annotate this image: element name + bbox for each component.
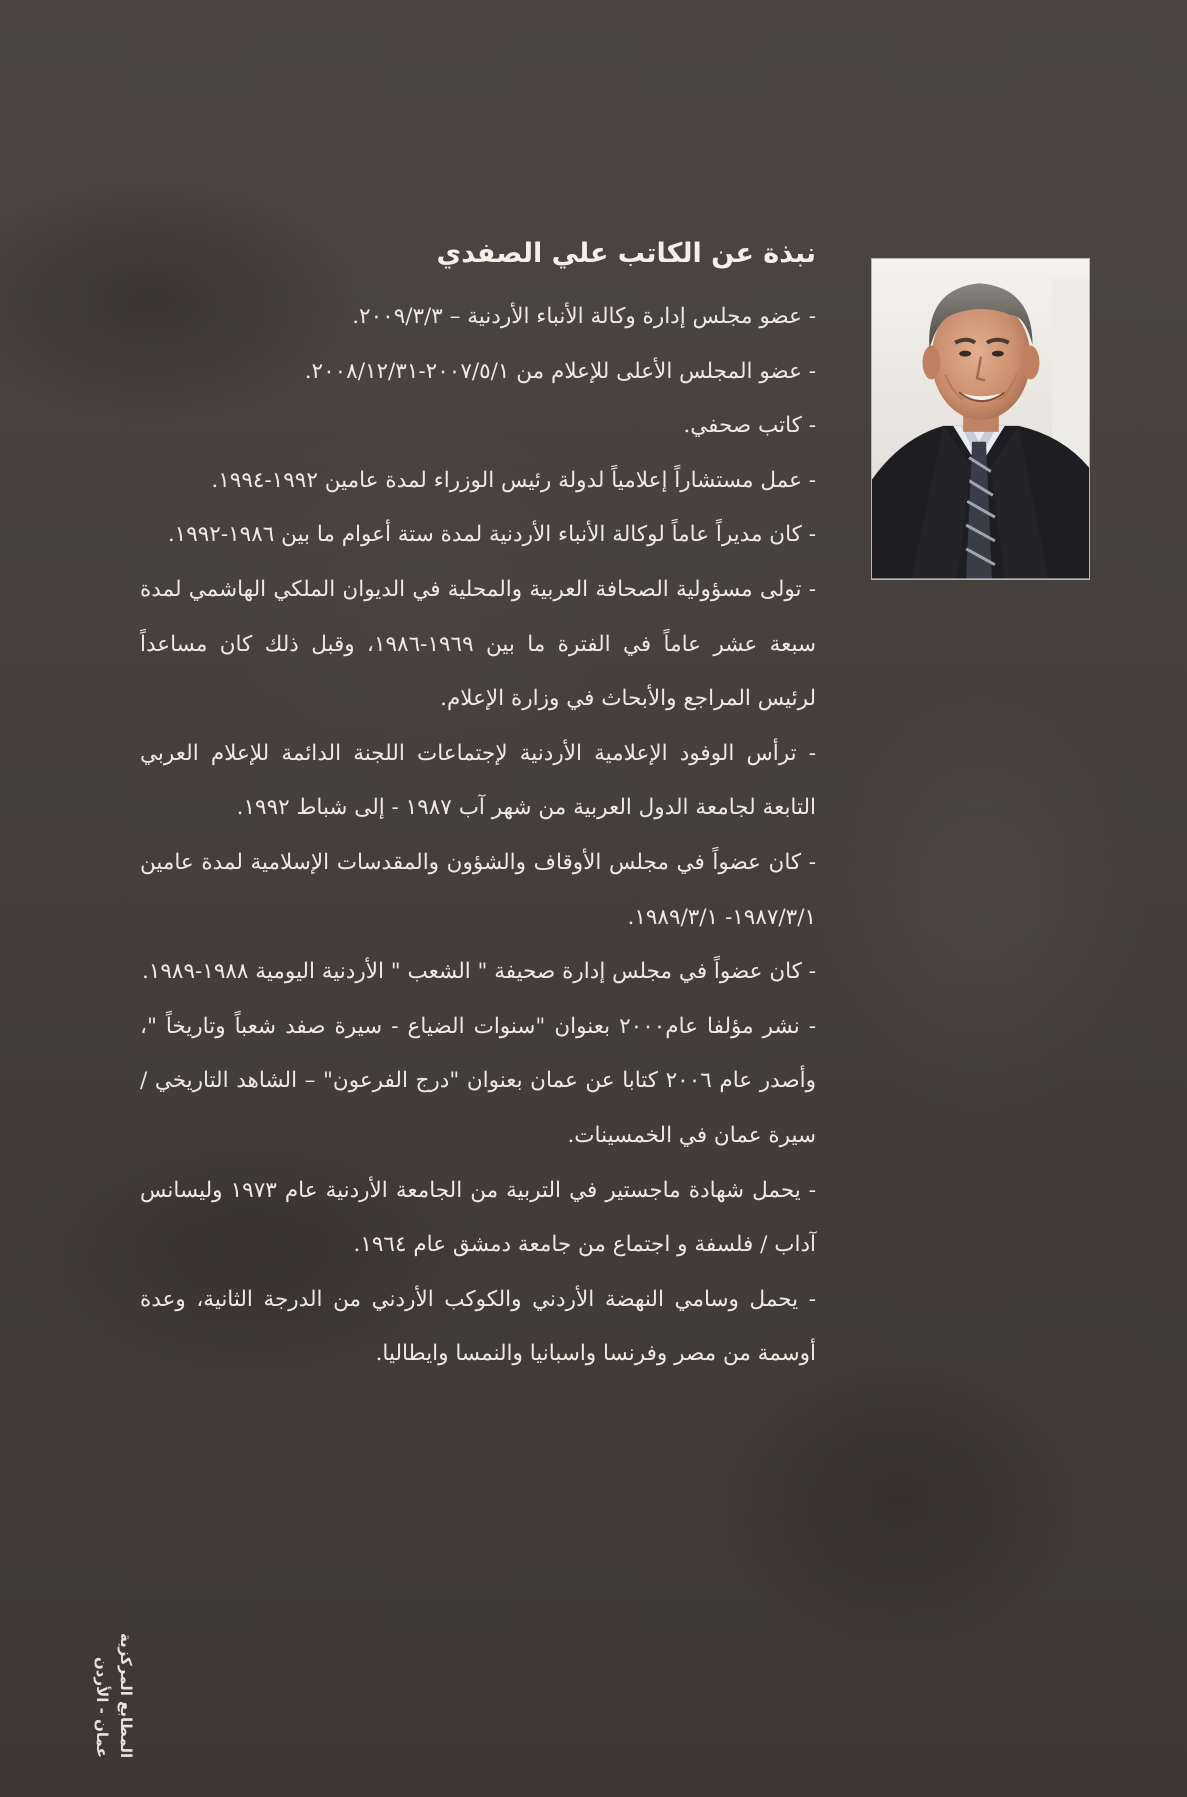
bio-item: - كان عضواً في مجلس الأوقاف والشؤون والمقدسات الإسلامية لمدة عامين ١٩٨٧/٣/١- ١٩٨٩/٣/١. — [140, 849, 816, 930]
author-photo — [871, 258, 1090, 580]
author-portrait-image — [872, 259, 1089, 579]
publisher-imprint — [82, 1608, 138, 1758]
bio-item: - ترأس الوفود الإعلامية الأردنية لإجتماعات اللجنة الدائمة للإعلام العربي التابعة لجامعة الدول العربية من شهر آب ١٩٨٧ - إلى شباط ١٩٩٢. — [140, 740, 816, 821]
bio-item: - عضو المجلس الأعلى للإعلام من ٢٠٠٧/٥/١-٢٠٠٨/١٢/٣١. — [304, 358, 816, 384]
bio-item: - كان مديراً عاماً لوكالة الأنباء الأردنية لمدة ستة أعوام ما بين ١٩٨٦-١٩٩٢. — [167, 522, 816, 548]
bio-item: - يحمل وسامي النهضة الأردني والكوكب الأردني من الدرجة الثانية، وعدة أوسمة من مصر وفرنسا واسبانيا والنمسا وايطاليا. — [140, 1286, 816, 1367]
bio-title: نبذة عن الكاتب علي الصفدي — [436, 238, 816, 269]
bio-item: - عمل مستشاراً إعلامياً لدولة رئيس الوزراء لمدة عامين ١٩٩٢-١٩٩٤. — [211, 467, 816, 493]
imprint-publisher-name: المطابع المركزية — [117, 1632, 135, 1758]
author-bio — [140, 236, 816, 1382]
bio-item: - نشر مؤلفا عام٢٠٠٠ بعنوان "سنوات الضياع - سيرة صفد شعباً وتاريخاً "، وأصدر عام ٢٠٠٦ كتابا عن عمان بعنوان "درج الفرعون" – الشاهد التاريخي / سيرة عمان في الخمسينات. — [140, 1013, 817, 1148]
bio-item: - كان عضواً في مجلس إدارة صحيفة " الشعب " الأردنية اليومية ١٩٨٨-١٩٨٩. — [141, 959, 816, 985]
bio-item: - تولى مسؤولية الصحافة العربية والمحلية في الديوان الملكي الهاشمي لمدة سبعة عشر عاماً في الفترة ما بين ١٩٦٩-١٩٨٦، وقبل ذلك كان مساعداً لرئيس المراجع والأبحاث في وزارة الإعلام. — [140, 576, 816, 712]
imprint-location: عمان - الأردن — [93, 1657, 111, 1758]
bio-item: - عضو مجلس إدارة وكالة الأنباء الأردنية – ٢٠٠٩/٣/٣. — [352, 304, 816, 329]
bio-item: - كاتب صحفي. — [683, 413, 816, 439]
bio-item: - يحمل شهادة ماجستير في التربية من الجامعة الأردنية عام ١٩٧٣ وليسانس آداب / فلسفة و اجتماع من جامعة دمشق عام ١٩٦٤. — [140, 1177, 816, 1258]
bio-list — [140, 290, 816, 1382]
